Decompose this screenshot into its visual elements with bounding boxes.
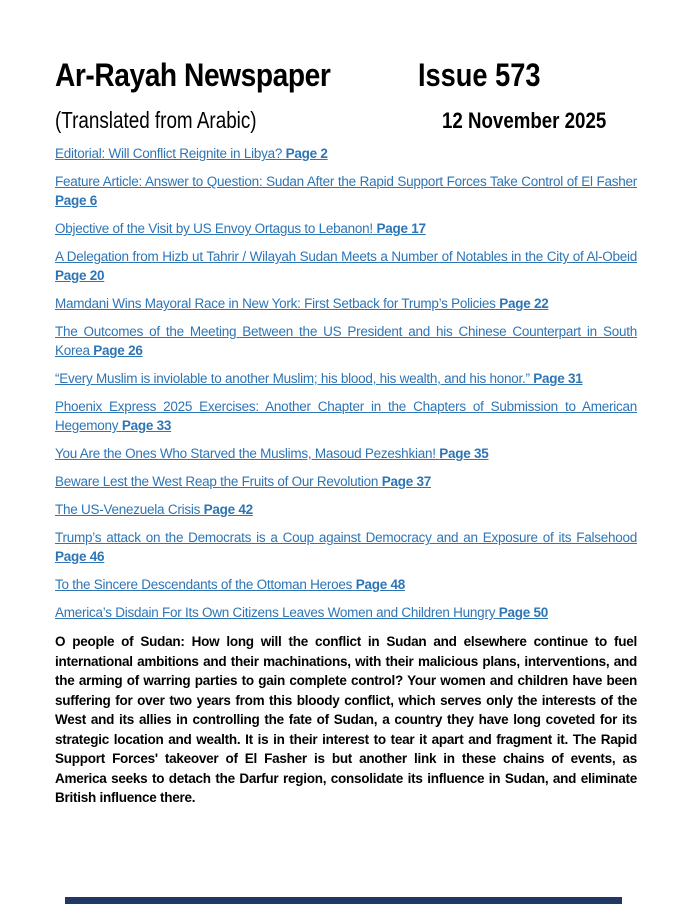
toc-link-text: The US-Venezuela Crisis: [55, 502, 201, 517]
toc-link-ortagus-lebanon[interactable]: [55, 219, 637, 238]
toc-link-beware-west[interactable]: [55, 472, 637, 491]
toc-link-page: Page 17: [376, 221, 426, 236]
toc-link-feature-sudan-el-fasher[interactable]: [55, 172, 637, 210]
toc-link-text: Editorial: Will Conflict Reignite in Libya?: [55, 146, 283, 161]
toc-link-page: Page 42: [203, 502, 253, 517]
toc-link-page: Page 50: [498, 605, 549, 620]
footer-rule: [65, 897, 622, 904]
toc-link-page: Page 22: [499, 296, 549, 311]
issue-date: 12 November 2025: [442, 108, 607, 133]
toc-link-page: Page 31: [533, 371, 583, 386]
toc-link-text: A Delegation from Hizb ut Tahrir / Wilayah Sudan Meets a Number of Notables in the City of Al-Obeid: [55, 249, 637, 264]
toc-link-text: Phoenix Express 2025 Exercises: Another Chapter in the Chapters of Submission to American Hegemony: [55, 399, 637, 433]
toc-link-ottoman-heroes[interactable]: [55, 575, 637, 594]
toc-link-page: Page 35: [439, 446, 489, 461]
toc-link-page: Page 37: [381, 474, 431, 489]
issue-number: Issue 573: [418, 57, 541, 93]
toc-link-text: Trump’s attack on the Democrats is a Coup against Democracy and an Exposure of its Falsehood: [55, 530, 637, 545]
translation-note: (Translated from Arabic): [55, 107, 257, 133]
toc-link-page: Page 26: [93, 343, 143, 358]
toc-link-page: Page 2: [285, 146, 328, 161]
header-row-2: [55, 106, 637, 134]
toc-link-page: Page 20: [55, 268, 105, 283]
toc-link-text: America’s Disdain For Its Own Citizens Leaves Women and Children Hungry: [55, 605, 496, 620]
toc-link-mamdani-new-york[interactable]: [55, 294, 637, 313]
toc-link-text: Feature Article: Answer to Question: Sudan After the Rapid Support Forces Take Control of El Fasher: [55, 174, 637, 189]
toc-link-page: Page 33: [121, 418, 172, 433]
toc-link-text: Mamdani Wins Mayoral Race in New York: First Setback for Trump’s Policies: [55, 296, 496, 311]
toc-link-text: Objective of the Visit by US Envoy Ortagus to Lebanon!: [55, 221, 373, 236]
toc-link-us-china-meeting[interactable]: [55, 322, 637, 360]
toc-link-text: To the Sincere Descendants of the Ottoman Heroes: [55, 577, 353, 592]
header-row-1: [55, 58, 637, 92]
toc-link-text: Beware Lest the West Reap the Fruits of Our Revolution: [55, 474, 379, 489]
toc-link-text: You Are the Ones Who Starved the Muslims, Masoud Pezeshkian!: [55, 446, 436, 461]
page-content: [55, 0, 637, 808]
toc-link-text: The Outcomes of the Meeting Between the US President and his Chinese Counterpart in South Korea: [55, 324, 637, 358]
lead-paragraph: O people of Sudan: How long will the conflict in Sudan and elsewhere continue to fuel international ambitions and their machinations, with their malicious plans, interventions, and the arming of warring parties to gain complete control? Your women and children have been suffering for over two years from this bloody conflict, which serves only the interests of the West and its allies in controlling the fate of Sudan, a country they have long coveted for its strategic location and wealth. It is in their interest to tear it apart and fragment it. The Rapid Support Forces' takeover of El Fasher is but another link in these chains of events, as America seeks to detach the Darfur region, consolidate its influence in Sudan, and eliminate British influence there.: [55, 634, 637, 805]
toc-link-us-venezuela-crisis[interactable]: [55, 500, 637, 519]
toc-link-page: Page 6: [55, 193, 98, 208]
toc-link-editorial-libya[interactable]: [55, 144, 637, 163]
toc-link-pezeshkian[interactable]: [55, 444, 637, 463]
newspaper-title: Ar-Rayah Newspaper: [55, 57, 331, 93]
table-of-contents: [55, 144, 637, 622]
toc-link-text: “Every Muslim is inviolable to another Muslim; his blood, his wealth, and his honor.”: [55, 371, 530, 386]
toc-link-every-muslim-inviolable[interactable]: [55, 369, 637, 388]
toc-link-page: Page 48: [355, 577, 405, 592]
toc-link-delegation-al-obeid[interactable]: [55, 247, 637, 285]
toc-link-page: Page 46: [55, 549, 105, 564]
toc-link-america-disdain[interactable]: [55, 603, 637, 622]
toc-link-phoenix-express[interactable]: [55, 397, 637, 435]
toc-link-trump-democrats[interactable]: [55, 528, 637, 566]
